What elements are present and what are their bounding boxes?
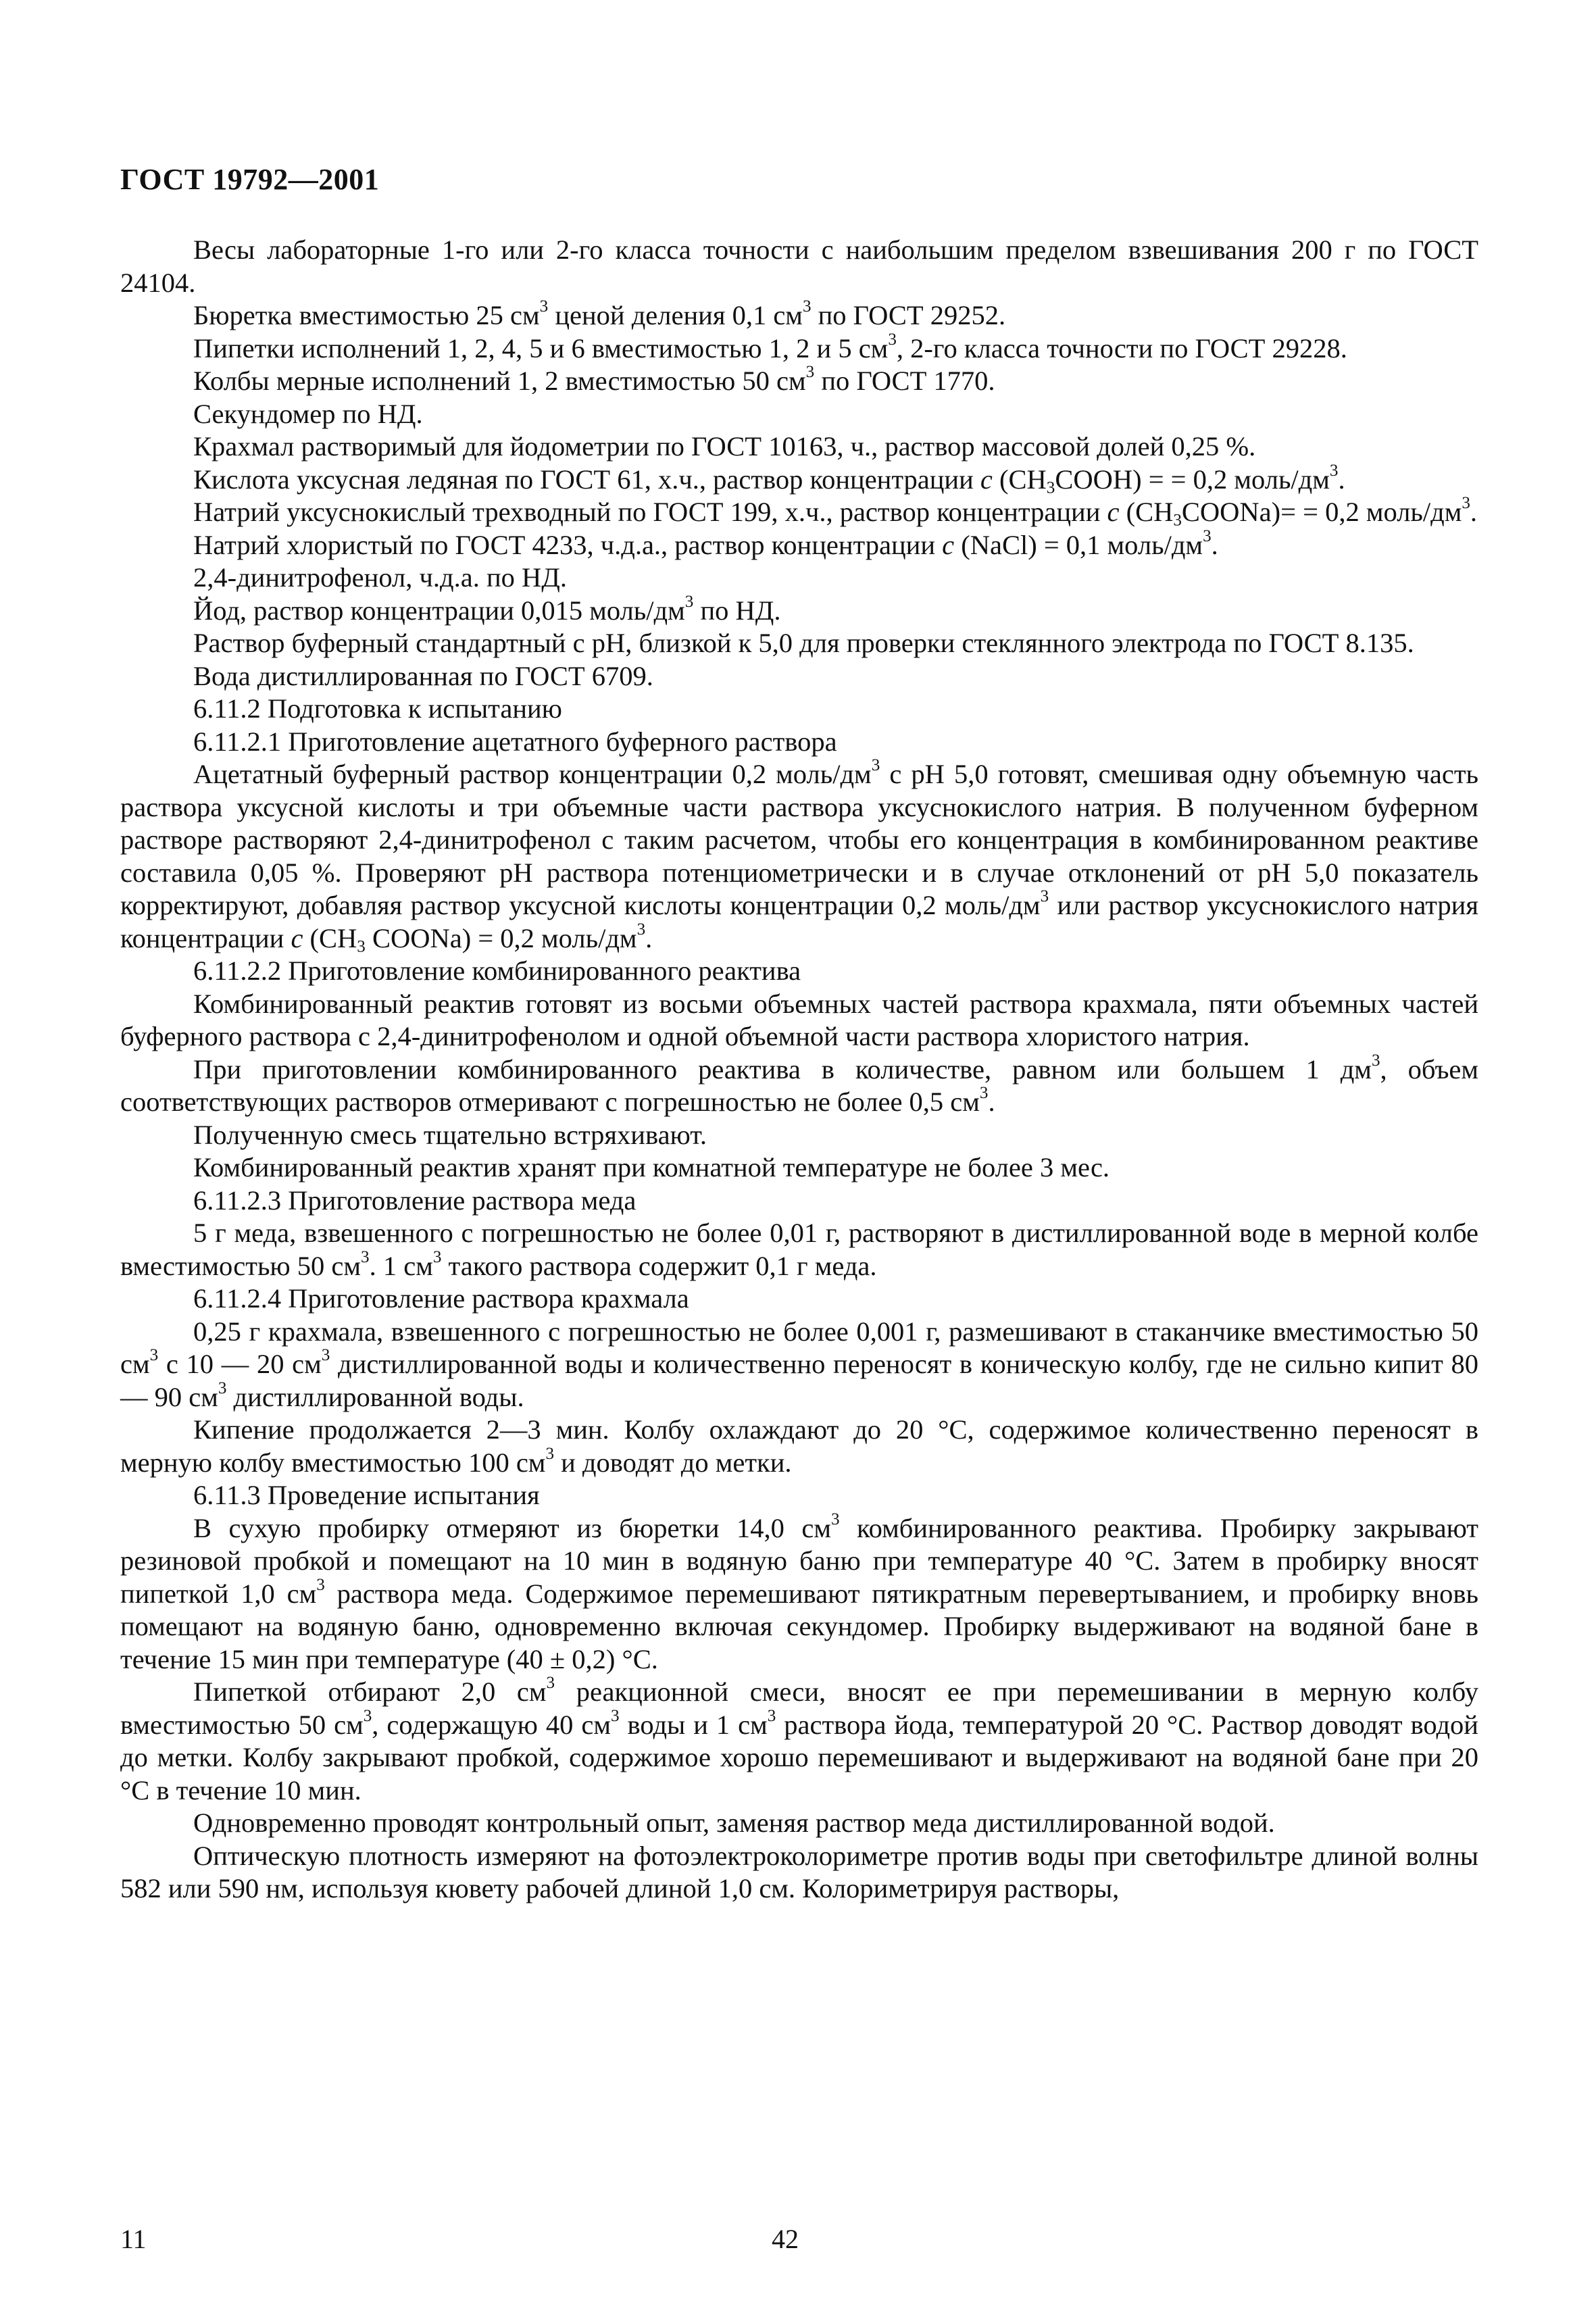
paragraph: 6.11.3 Проведение испытания bbox=[193, 1480, 540, 1510]
paragraph: Кислота уксусная ледяная по ГОСТ 61, х.ч., раствор концентрации c $(CH_3COOH)$ = = 0,2 моль/$дм^3$. bbox=[193, 461, 1345, 497]
paragraph: 6.11.2.2 Приготовление комбинированного реактива bbox=[193, 955, 801, 986]
paragraph: Одновременно проводят контрольный опыт, заменяя раствор меда дистиллированной водой. bbox=[193, 1808, 1275, 1838]
standard-title: ГОСТ 19792—2001 bbox=[120, 163, 380, 196]
paragraph: Пипеткой отбирают 2,0 $см^3$ реакционной смеси, вносят ее при перемешивании в мерную колбу вместимостью 50 $см^3$, содержащую 40 $см^3$ воды и 1 $см^3$ раствора йода, температурой 20 °С. Раствор доводят водой до метки. Колбу закрывают пробкой, содержимое хорошо перемешивают и выдерживают на водяной бане при 20 °С в течение 10 мин. bbox=[120, 1674, 1478, 1806]
paragraph: Крахмал растворимый для йодометрии по ГОСТ 10163, ч., раствор массовой долей 0,25 %. bbox=[193, 431, 1256, 462]
paragraph: Натрий хлористый по ГОСТ 4233, ч.д.а., раствор концентрации c (NaCl) = 0,1 моль/$дм^3$. bbox=[193, 526, 1218, 560]
paragraph: Вода дистиллированная по ГОСТ 6709. bbox=[193, 660, 653, 691]
paragraph: Ацетатный буферный раствор концентрации 0,2 моль/$дм^3$ с рН 5,0 готовят, смешивая одну объемную часть раствора уксусной кислоты и три объемные части раствора уксуснокислого натрия. В полученном буферном растворе растворяют 2,4-динитрофенол с таким расчетом, чтобы его концентрация в комбинированном реактиве составила 0,05 %. Проверяют рН раствора потенциометрически и в случае отклонений от рН 5,0 показатель корректируют, добавляя раствор уксусной кислоты концентрации 0,2 моль/$дм^3$ или раствор уксуснокислого натрия концентрации c ($CH_3$ COONa) = 0,2 моль/$дм^3$. bbox=[120, 756, 1478, 955]
paragraph: 6.11.2.1 Приготовление ацетатного буферного раствора bbox=[193, 726, 837, 757]
paragraph: Пипетки исполнений 1, 2, 4, 5 и 6 вместимостью 1, 2 и 5 $см^3$, 2-го класса точности по ГОСТ 29228. bbox=[193, 330, 1347, 364]
paragraph: Йод, раствор концентрации 0,015 моль/$дм^3$ по НД. bbox=[193, 592, 781, 626]
paragraph: Кипение продолжается 2—3 мин. Колбу охлаждают до 20 °С, содержимое количественно переносят в мерную колбу вместимостью 100 $см^3$ и доводят до метки. bbox=[120, 1414, 1478, 1478]
paragraph: 6.11.2.4 Приготовление раствора крахмала bbox=[193, 1283, 689, 1314]
paragraph: Комбинированный реактив готовят из восьми объемных частей раствора крахмала, пяти объемных частей буферного раствора с 2,4-динитрофенолом и одной объемной части раствора хлористого натрия. bbox=[120, 988, 1478, 1051]
paragraph: Натрий уксуснокислый трехводный по ГОСТ 199, х.ч., раствор концентрации c $(CH_3COONa)= = 0,2$ моль/$дм^3$. bbox=[193, 494, 1478, 530]
paragraph: Бюретка вместимостью 25 $см^3$ ценой деления 0,1 $см^3$ по ГОСТ 29252. bbox=[193, 297, 1006, 330]
paragraph: 6.11.2.3 Приготовление раствора меда bbox=[193, 1185, 637, 1216]
paragraph: Весы лабораторные 1-го или 2-го класса точности с наибольшим пределом взвешивания 200 г по ГОСТ 24104. bbox=[120, 234, 1478, 298]
document-body bbox=[120, 234, 1478, 1906]
paragraph: Полученную смесь тщательно встряхивают. bbox=[193, 1119, 707, 1150]
paragraph: 2,4-динитрофенол, ч.д.а. по НД. bbox=[193, 562, 567, 593]
paragraph: 5 г меда, взвешенного с погрешностью не более 0,01 г, растворяют в дистиллированной воде в мерной колбе вместимостью 50 $см^3$. 1 $см^3$ такого раствора содержит 0,1 г меда. bbox=[120, 1218, 1478, 1281]
paragraph: Секундомер по НД. bbox=[193, 398, 423, 429]
page-number-left: 11 bbox=[120, 2224, 147, 2254]
page-number-center: 42 bbox=[772, 2224, 799, 2254]
paragraph: При приготовлении комбинированного реактива в количестве, равном или большем 1 $дм^3$, объем соответствующих растворов отмеривают с погрешностью не более 0,5 $см^3$. bbox=[120, 1051, 1478, 1117]
paragraph: 6.11.2 Подготовка к испытанию bbox=[193, 693, 562, 724]
paragraph: Колбы мерные исполнений 1, 2 вместимостью 50 $см^3$ по ГОСТ 1770. bbox=[193, 363, 995, 396]
paragraph: Раствор буферный стандартный с рН, близкой к 5,0 для проверки стеклянного электрода по ГОСТ 8.135. bbox=[193, 628, 1414, 658]
paragraph: Комбинированный реактив хранят при комнатной температуре не более 3 мес. bbox=[193, 1152, 1110, 1183]
paragraph: В сухую пробирку отмеряют из бюретки 14,0 $см^3$ комбинированного реактива. Пробирку закрывают резиновой пробкой и помещают на 10 мин в водяную баню при температуре 40 °С. Затем в пробирку вносят пипеткой 1,0 $см^3$ раствора меда. Содержимое перемешивают пятикратным перевертыванием, и пробирку вновь помещают на водяную баню, одновременно включая секундомер. Пробирку выдерживают на водяной бане в течение 15 мин при температуре (40 ± 0,2) °С. bbox=[120, 1510, 1479, 1674]
paragraph: Оптическую плотность измеряют на фотоэлектроколориметре против воды при светофильтре длиной волны 582 или 590 нм, используя кювету рабочей длиной 1,0 см. Колориметрируя растворы, bbox=[120, 1840, 1478, 1903]
paragraph: 0,25 г крахмала, взвешенного с погрешностью не более 0,001 г, размешивают в стаканчике вместимостью 50 $см^3$ с 10 — 20 $см^3$ дистиллированной воды и количественно переносят в коническую колбу, где не сильно кипит 80 — 90 $см^3$ дистиллированной воды. bbox=[120, 1316, 1478, 1412]
